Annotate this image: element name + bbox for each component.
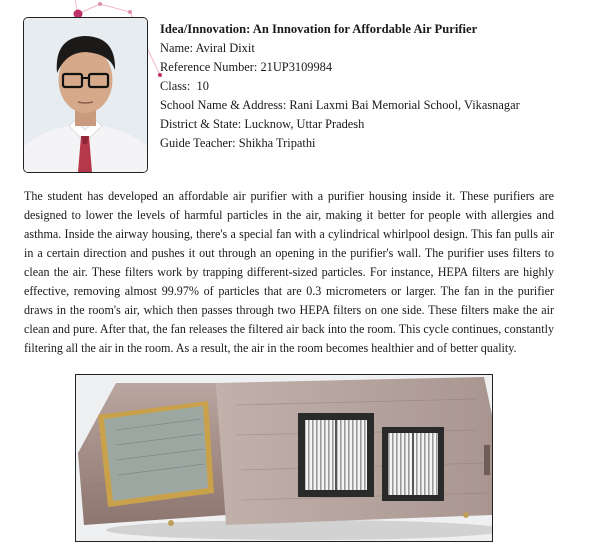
project-description: The student has developed an affordable air purifier with a purifier housing inside it. These purifiers are designed to lower the levels of harmful particles in the air, making it better for people with allergies and asthma. Inside the airway housing, there's a special fan with a cylindrical whirlpool design. This fan pulls air in a certain direction and pushes it out through an opening in the purifier's wall. The purifier uses filters to clean the air. These filters work by trapping different-sized particles. For instance, HEPA filters are highly effective, removing almost 99.97% of particles that are 0.3 micrometers or larger. The fan in the purifier draws in the room's air, which then passes through two HEPA filters on one side. These filters make the air clean and pure. After that, the fan releases the filtered air back into the room. This cycle continues, constantly filtering all the air in the room. As a result, the air in the room becomes healthier and of better quality. [24, 189, 554, 355]
district-state-row: District & State: Lucknow, Uttar Pradesh [160, 117, 365, 131]
project-title: Idea/Innovation: An Innovation for Affordable Air Purifier [160, 22, 478, 36]
school-row: School Name & Address: Rani Laxmi Bai Memorial School, Vikasnagar [160, 98, 520, 112]
guide-teacher-row: Guide Teacher: Shikha Tripathi [160, 136, 316, 150]
profile-info [160, 20, 520, 153]
reference-number-row: Reference Number: 21UP3109984 [160, 60, 333, 74]
name-row: Name: Aviral Dixit [160, 41, 255, 55]
student-photo [23, 17, 148, 173]
air-purifier-photo [75, 374, 493, 542]
class-row: Class: 10 [160, 79, 209, 93]
